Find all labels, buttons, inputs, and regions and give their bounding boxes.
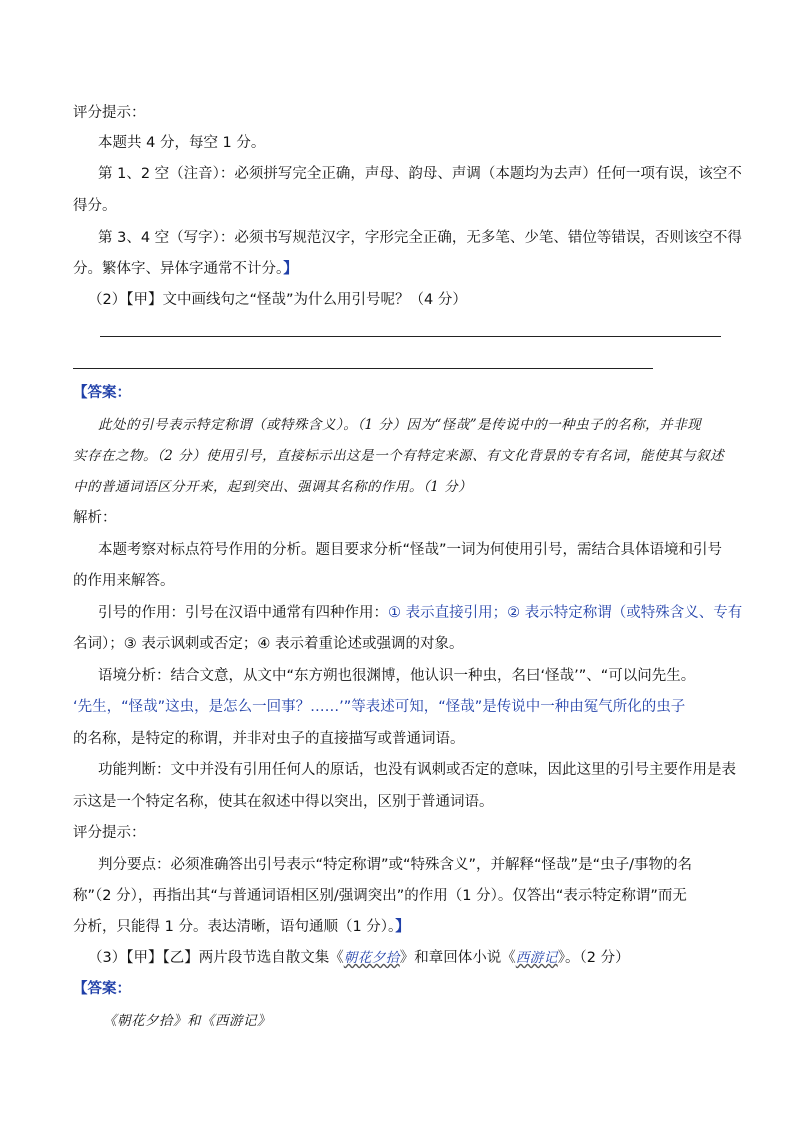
answer-heading-3: 【答案： (73, 981, 131, 997)
scoring-rule-2-text: 分。繁体字、异体字通常不计分。 (73, 261, 284, 277)
context-analysis: 语境分析：结合文意，从文中“东方朔也很渊博，他认识一种虫，名曰‘怪哉’”、“可以问先生。 (98, 668, 696, 684)
question-2: （2）【甲】文中画线句之“怪哉”为什么用引号呢？（4 分） (88, 292, 467, 308)
grading-points-cont-2 (73, 917, 410, 937)
answer-2-line-3: 中的普通词语区分开来，起到突出、强调其名称的作用。（1 分） (73, 479, 473, 495)
answer-fill-book-2: 西游记 (515, 950, 558, 966)
question-3-text-c: 》。（2 分） (557, 950, 630, 966)
answer-fill-book-1: 朝花夕拾 (343, 950, 400, 966)
answer-blank-line-1[interactable] (100, 336, 721, 337)
answer-heading: 【答案： (73, 385, 131, 401)
analysis-intro-cont: 的作用来解答。 (73, 573, 175, 589)
quote-functions-list: ① 表示直接引用；② 表示特定称谓（或特殊含义、专有 (388, 605, 743, 621)
scoring-rule-1: 第 1、2 空（注音）：必须拼写完全正确，声母、韵母、声调（本题均为去声）任何一项有误，该空不 (98, 166, 742, 182)
grading-points: 判分要点：必须准确答出引号表示“特定称谓”或“特殊含义”，并解释“怪哉”是“虫子/事物的名 (98, 857, 692, 873)
analysis-heading: 解析： (73, 510, 117, 526)
analysis-intro: 本题考察对标点符号作用的分析。题目要求分析“怪哉”一词为何使用引号，需结合具体语境和引号 (98, 542, 723, 558)
question-3 (88, 948, 630, 968)
scoring-rule-2: 第 3、4 空（写字）：必须书写规范汉字，字形完全正确，无多笔、少笔、错位等错误，否则该空不得 (98, 230, 742, 246)
answer-2-line-1: 此处的引号表示特定称谓（或特殊含义）。（1 分）因为“怪哉”是传说中的一种虫子的名称，并非现 (98, 417, 702, 433)
question-3-text-a: （3）【甲】【乙】两片段节选自散文集《 (88, 950, 344, 966)
scoring-total: 本题共 4 分，每空 1 分。 (98, 135, 266, 151)
quote-functions-label: 引号的作用：引号在汉语中通常有四种作用： (98, 605, 388, 621)
scoring-rule-2-cont (73, 259, 298, 279)
scoring-hint-heading: 评分提示： (73, 105, 146, 121)
answer-2-line-2: 实存在之物。（2 分）使用引号，直接标示出这是一个有特定来源、有文化背景的专有名词，能使其与叙述 (73, 448, 725, 464)
context-analysis-cont: 的名称，是特定的称谓，并非对虫子的直接描写或普通词语。 (73, 731, 465, 747)
grading-points-cont-1: 称”（2 分），再指出其“与普通词语相区别/强调突出”的作用（1 分）。仅答出“表示特定称谓”而无 (73, 888, 687, 904)
grading-points-text: 分析，只能得 1 分。表达清晰，语句通顺（1 分）。 (73, 919, 396, 935)
scoring-hint-heading-2: 评分提示： (73, 825, 146, 841)
answer-3: 《朝花夕拾》和《西游记》 (103, 1013, 271, 1029)
closing-bracket: 】 (283, 261, 298, 277)
question-3-text-b: 》和章回体小说《 (399, 950, 516, 966)
quote-functions (98, 603, 742, 623)
answer-blank-line-2[interactable] (73, 368, 653, 369)
function-judgment: 功能判断：文中并没有引用任何人的原话，也没有讽刺或否定的意味，因此这里的引号主要作用是表 (98, 762, 736, 778)
scoring-rule-1-cont: 得分。 (73, 198, 117, 214)
function-judgment-cont: 示这是一个特定名称，使其在叙述中得以突出，区别于普通词语。 (73, 794, 494, 810)
context-quote: ‘先生，“怪哉”这虫，是怎么一回事？……’”等表述可知，“怪哉”是传说中一种由冤气所化的虫子 (73, 699, 686, 715)
closing-bracket-2: 】 (395, 919, 410, 935)
quote-functions-cont: 名词）；③ 表示讽刺或否定；④ 表示着重论述或强调的对象。 (73, 636, 464, 652)
